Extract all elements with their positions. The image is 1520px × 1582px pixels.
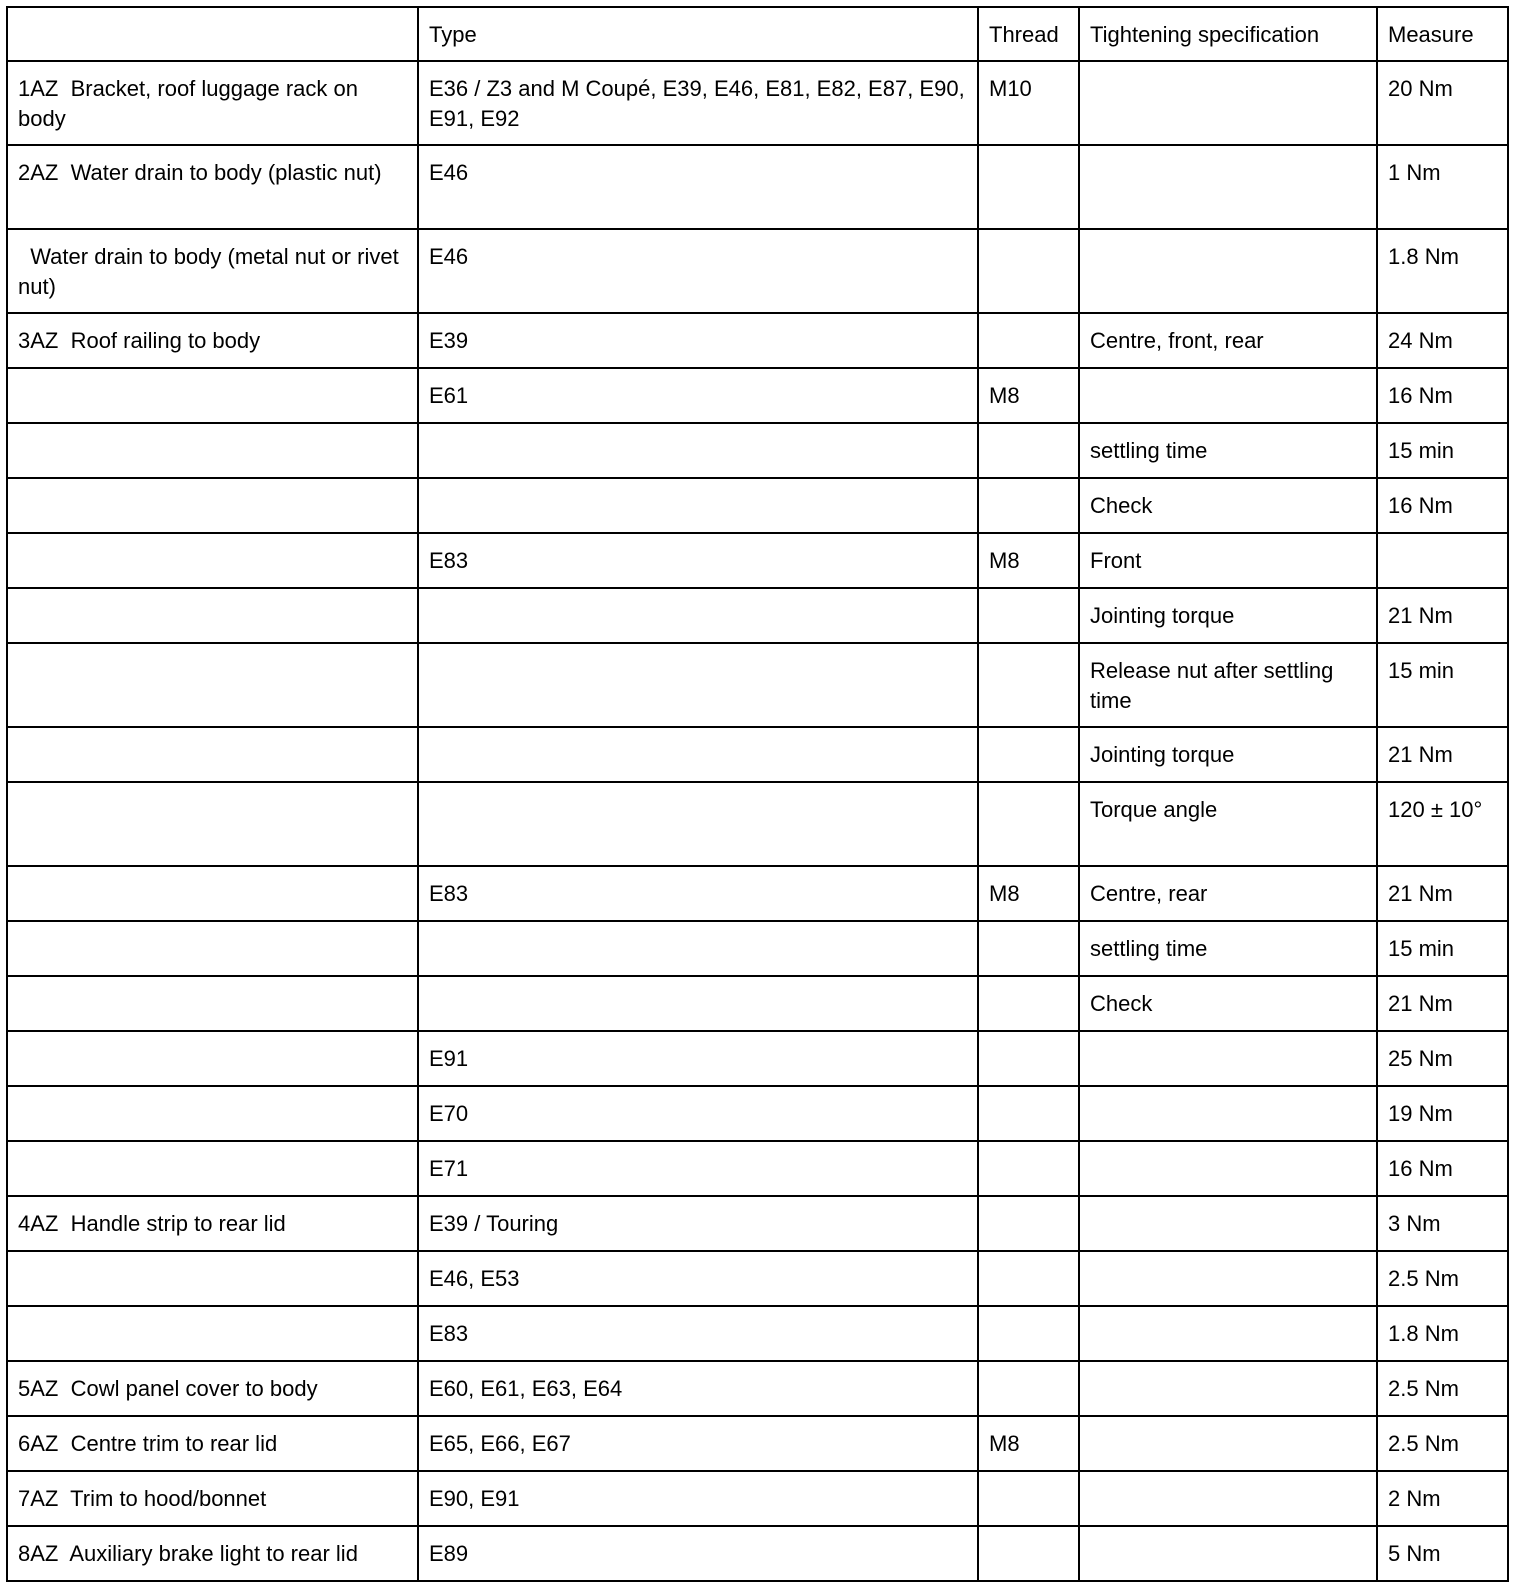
cell-component bbox=[7, 782, 418, 866]
cell-component bbox=[7, 1086, 418, 1141]
table-row bbox=[7, 1196, 1508, 1251]
cell-component bbox=[7, 1031, 418, 1086]
table-row bbox=[7, 1251, 1508, 1306]
header-row bbox=[7, 7, 1508, 61]
cell-component bbox=[7, 976, 418, 1031]
cell-thread bbox=[978, 727, 1079, 782]
cell-thread: M8 bbox=[978, 533, 1079, 588]
cell-component: 8AZ Auxiliary brake light to rear lid bbox=[7, 1526, 418, 1581]
cell-spec bbox=[1079, 61, 1377, 145]
cell-component bbox=[7, 1141, 418, 1196]
cell-spec: Jointing torque bbox=[1079, 588, 1377, 643]
cell-thread bbox=[978, 1086, 1079, 1141]
table-row bbox=[7, 368, 1508, 423]
table-row bbox=[7, 229, 1508, 313]
cell-thread bbox=[978, 782, 1079, 866]
cell-type: E83 bbox=[418, 866, 978, 921]
table-row bbox=[7, 1416, 1508, 1471]
cell-component bbox=[7, 1306, 418, 1361]
cell-spec bbox=[1079, 1196, 1377, 1251]
cell-type bbox=[418, 478, 978, 533]
cell-measure: 5 Nm bbox=[1377, 1526, 1508, 1581]
cell-thread bbox=[978, 313, 1079, 368]
cell-spec: settling time bbox=[1079, 921, 1377, 976]
cell-component bbox=[7, 368, 418, 423]
header-type: Type bbox=[418, 7, 978, 61]
cell-component: 2AZ Water drain to body (plastic nut) bbox=[7, 145, 418, 229]
table-row bbox=[7, 1031, 1508, 1086]
table-row bbox=[7, 1086, 1508, 1141]
cell-type: E46 bbox=[418, 145, 978, 229]
cell-thread: M8 bbox=[978, 1416, 1079, 1471]
cell-thread bbox=[978, 1471, 1079, 1526]
cell-component: 6AZ Centre trim to rear lid bbox=[7, 1416, 418, 1471]
cell-measure: 20 Nm bbox=[1377, 61, 1508, 145]
cell-component: 3AZ Roof railing to body bbox=[7, 313, 418, 368]
cell-thread: M8 bbox=[978, 866, 1079, 921]
cell-type: E71 bbox=[418, 1141, 978, 1196]
cell-measure: 1.8 Nm bbox=[1377, 229, 1508, 313]
cell-thread bbox=[978, 643, 1079, 727]
cell-type: E89 bbox=[418, 1526, 978, 1581]
cell-type: E61 bbox=[418, 368, 978, 423]
table-row bbox=[7, 1471, 1508, 1526]
cell-measure: 15 min bbox=[1377, 921, 1508, 976]
cell-spec bbox=[1079, 1086, 1377, 1141]
cell-component bbox=[7, 921, 418, 976]
cell-component: 4AZ Handle strip to rear lid bbox=[7, 1196, 418, 1251]
cell-thread bbox=[978, 976, 1079, 1031]
cell-component: Water drain to body (metal nut or rivet nut) bbox=[7, 229, 418, 313]
cell-spec bbox=[1079, 1306, 1377, 1361]
cell-spec bbox=[1079, 1471, 1377, 1526]
cell-thread bbox=[978, 588, 1079, 643]
cell-spec bbox=[1079, 1031, 1377, 1086]
cell-measure: 2 Nm bbox=[1377, 1471, 1508, 1526]
cell-type: E39 / Touring bbox=[418, 1196, 978, 1251]
cell-spec bbox=[1079, 1251, 1377, 1306]
cell-measure: 21 Nm bbox=[1377, 588, 1508, 643]
cell-component bbox=[7, 643, 418, 727]
table-row bbox=[7, 866, 1508, 921]
cell-thread bbox=[978, 423, 1079, 478]
cell-measure: 1.8 Nm bbox=[1377, 1306, 1508, 1361]
cell-type: E60, E61, E63, E64 bbox=[418, 1361, 978, 1416]
header-tightening-spec: Tightening specification bbox=[1079, 7, 1377, 61]
cell-component bbox=[7, 478, 418, 533]
cell-type bbox=[418, 976, 978, 1031]
cell-type bbox=[418, 423, 978, 478]
cell-component bbox=[7, 533, 418, 588]
cell-type: E83 bbox=[418, 1306, 978, 1361]
cell-measure: 3 Nm bbox=[1377, 1196, 1508, 1251]
cell-type bbox=[418, 588, 978, 643]
cell-spec bbox=[1079, 368, 1377, 423]
table-row bbox=[7, 61, 1508, 145]
cell-component bbox=[7, 866, 418, 921]
cell-spec bbox=[1079, 1361, 1377, 1416]
table-row bbox=[7, 782, 1508, 866]
cell-measure: 15 min bbox=[1377, 643, 1508, 727]
cell-measure: 2.5 Nm bbox=[1377, 1416, 1508, 1471]
header-thread: Thread bbox=[978, 7, 1079, 61]
cell-spec: Check bbox=[1079, 478, 1377, 533]
cell-component: 1AZ Bracket, roof luggage rack on body bbox=[7, 61, 418, 145]
cell-measure: 1 Nm bbox=[1377, 145, 1508, 229]
cell-measure: 24 Nm bbox=[1377, 313, 1508, 368]
cell-type: E65, E66, E67 bbox=[418, 1416, 978, 1471]
table-row bbox=[7, 145, 1508, 229]
torque-spec-table bbox=[6, 6, 1509, 1582]
cell-component bbox=[7, 1251, 418, 1306]
cell-spec: Torque angle bbox=[1079, 782, 1377, 866]
cell-measure: 25 Nm bbox=[1377, 1031, 1508, 1086]
cell-measure: 15 min bbox=[1377, 423, 1508, 478]
cell-spec: Centre, front, rear bbox=[1079, 313, 1377, 368]
cell-spec: Jointing torque bbox=[1079, 727, 1377, 782]
table-row bbox=[7, 423, 1508, 478]
table-row bbox=[7, 533, 1508, 588]
cell-type: E36 / Z3 and M Coupé, E39, E46, E81, E82, E87, E90, E91, E92 bbox=[418, 61, 978, 145]
cell-component bbox=[7, 423, 418, 478]
cell-component: 7AZ Trim to hood/bonnet bbox=[7, 1471, 418, 1526]
cell-thread bbox=[978, 1141, 1079, 1196]
cell-measure: 16 Nm bbox=[1377, 1141, 1508, 1196]
cell-type: E46, E53 bbox=[418, 1251, 978, 1306]
cell-thread: M8 bbox=[978, 368, 1079, 423]
cell-thread bbox=[978, 145, 1079, 229]
cell-measure bbox=[1377, 533, 1508, 588]
table-row bbox=[7, 478, 1508, 533]
cell-type bbox=[418, 727, 978, 782]
table-row bbox=[7, 643, 1508, 727]
cell-spec: Release nut after settling time bbox=[1079, 643, 1377, 727]
cell-type: E91 bbox=[418, 1031, 978, 1086]
cell-measure: 21 Nm bbox=[1377, 866, 1508, 921]
cell-thread bbox=[978, 1306, 1079, 1361]
cell-type: E70 bbox=[418, 1086, 978, 1141]
cell-type: E39 bbox=[418, 313, 978, 368]
cell-spec bbox=[1079, 1141, 1377, 1196]
cell-spec: Front bbox=[1079, 533, 1377, 588]
cell-component bbox=[7, 727, 418, 782]
cell-measure: 2.5 Nm bbox=[1377, 1361, 1508, 1416]
cell-spec: settling time bbox=[1079, 423, 1377, 478]
cell-spec: Centre, rear bbox=[1079, 866, 1377, 921]
cell-thread bbox=[978, 229, 1079, 313]
cell-thread bbox=[978, 1031, 1079, 1086]
header-measure: Measure bbox=[1377, 7, 1508, 61]
table-row bbox=[7, 1361, 1508, 1416]
cell-spec bbox=[1079, 1416, 1377, 1471]
cell-type: E90, E91 bbox=[418, 1471, 978, 1526]
table-row bbox=[7, 727, 1508, 782]
cell-thread bbox=[978, 1361, 1079, 1416]
cell-thread: M10 bbox=[978, 61, 1079, 145]
cell-thread bbox=[978, 921, 1079, 976]
cell-thread bbox=[978, 1196, 1079, 1251]
cell-component: 5AZ Cowl panel cover to body bbox=[7, 1361, 418, 1416]
table-row bbox=[7, 1306, 1508, 1361]
cell-measure: 21 Nm bbox=[1377, 727, 1508, 782]
cell-thread bbox=[978, 478, 1079, 533]
cell-measure: 2.5 Nm bbox=[1377, 1251, 1508, 1306]
table-row bbox=[7, 976, 1508, 1031]
cell-measure: 19 Nm bbox=[1377, 1086, 1508, 1141]
cell-type: E83 bbox=[418, 533, 978, 588]
table-row bbox=[7, 313, 1508, 368]
table-row bbox=[7, 1141, 1508, 1196]
cell-spec: Check bbox=[1079, 976, 1377, 1031]
cell-component bbox=[7, 588, 418, 643]
header-component bbox=[7, 7, 418, 61]
cell-type bbox=[418, 782, 978, 866]
cell-type bbox=[418, 921, 978, 976]
cell-spec bbox=[1079, 145, 1377, 229]
cell-spec bbox=[1079, 229, 1377, 313]
cell-measure: 120 ± 10° bbox=[1377, 782, 1508, 866]
cell-type bbox=[418, 643, 978, 727]
cell-thread bbox=[978, 1251, 1079, 1306]
cell-measure: 16 Nm bbox=[1377, 368, 1508, 423]
cell-measure: 16 Nm bbox=[1377, 478, 1508, 533]
table-row bbox=[7, 921, 1508, 976]
cell-type: E46 bbox=[418, 229, 978, 313]
cell-measure: 21 Nm bbox=[1377, 976, 1508, 1031]
table-row bbox=[7, 588, 1508, 643]
